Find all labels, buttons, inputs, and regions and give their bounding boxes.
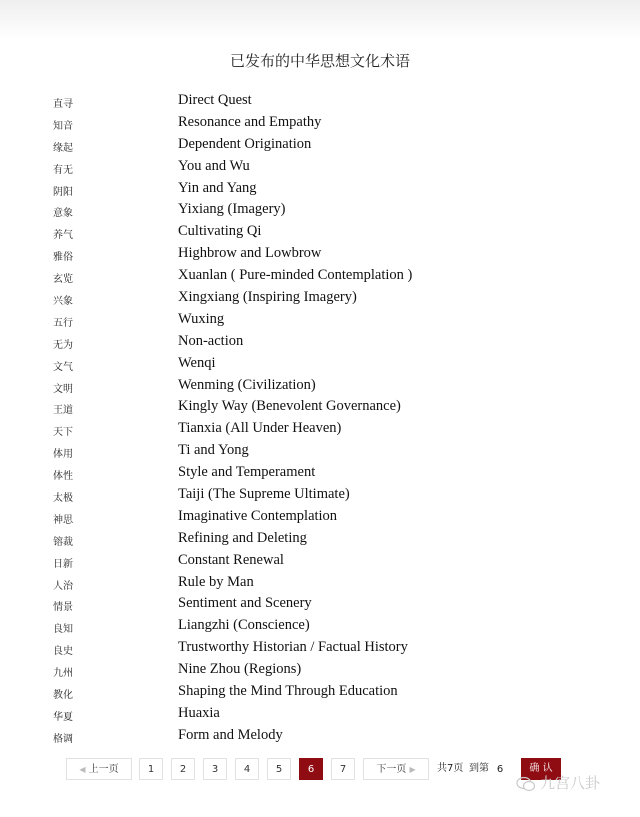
term-english: Huaxia: [178, 704, 220, 721]
confirm-button[interactable]: 确 认: [521, 758, 561, 780]
term-english: Kingly Way (Benevolent Governance): [178, 398, 401, 415]
chevron-right-icon: ▶: [409, 765, 416, 774]
term-chinese: 缘起: [53, 142, 73, 154]
term-row: [0, 617, 640, 639]
prev-page-button[interactable]: [66, 758, 132, 780]
term-row: [0, 552, 640, 574]
term-chinese: 文气: [53, 361, 73, 373]
top-shadow: [0, 0, 640, 40]
term-row: [0, 158, 640, 180]
chevron-left-icon: ◀: [79, 765, 86, 774]
term-english: Non-action: [178, 332, 244, 349]
term-chinese: 阴阳: [53, 186, 73, 198]
term-english: Form and Melody: [178, 726, 283, 743]
term-row: [0, 333, 640, 355]
term-chinese: 镕裁: [53, 536, 73, 548]
term-list: [0, 92, 640, 749]
term-chinese: 养气: [53, 230, 73, 242]
term-row: [0, 355, 640, 377]
term-english: Wuxing: [178, 310, 225, 327]
term-english: Sentiment and Scenery: [178, 595, 312, 612]
term-row: [0, 464, 640, 486]
page-button-5[interactable]: 5: [267, 758, 291, 780]
page-button-7[interactable]: 7: [331, 758, 355, 780]
wechat-icon: [516, 776, 536, 792]
page-button-6-current[interactable]: 6: [299, 758, 323, 780]
term-english: Refining and Deleting: [178, 529, 307, 546]
prev-page-label: 上一页: [88, 764, 119, 775]
term-row: [0, 267, 640, 289]
page-button-2[interactable]: 2: [171, 758, 195, 780]
term-english: Cultivating Qi: [178, 223, 262, 240]
term-row: [0, 398, 640, 420]
term-chinese: 良知: [53, 624, 73, 636]
term-chinese: 直寻: [53, 99, 73, 110]
term-chinese: 玄览: [53, 274, 73, 286]
term-english: Liangzhi (Conscience): [178, 617, 310, 634]
term-english: Ti and Yong: [178, 442, 249, 459]
term-chinese: 体用: [53, 449, 73, 461]
term-row: [0, 442, 640, 464]
term-chinese: 意象: [53, 208, 73, 220]
term-chinese: 天下: [53, 427, 73, 439]
term-english: Trustworthy Historian / Factual History: [178, 639, 408, 656]
term-row: [0, 705, 640, 727]
term-chinese: 雅俗: [53, 252, 73, 264]
term-row: [0, 420, 640, 442]
next-page-button[interactable]: [363, 758, 429, 780]
term-english: Shaping the Mind Through Education: [178, 683, 398, 700]
goto-label: 到第: [469, 763, 489, 774]
term-row: [0, 92, 640, 114]
term-english: Wenming (Civilization): [178, 376, 316, 393]
total-pages-text: 共7页: [437, 763, 464, 774]
watermark-text: 九宫八卦: [540, 774, 601, 792]
term-row: [0, 223, 640, 245]
term-english: Rule by Man: [178, 573, 254, 590]
term-english: You and Wu: [178, 157, 250, 174]
term-chinese: 体性: [53, 471, 73, 483]
page-button-1[interactable]: 1: [139, 758, 163, 780]
term-english: Tianxia (All Under Heaven): [178, 420, 342, 437]
term-english: Xingxiang (Inspiring Imagery): [178, 289, 357, 306]
term-row: [0, 574, 640, 596]
term-row: [0, 114, 640, 136]
term-row: [0, 136, 640, 158]
term-english: Taiji (The Supreme Ultimate): [178, 486, 350, 503]
term-row: [0, 595, 640, 617]
next-page-label: 下一页: [376, 764, 407, 775]
term-row: [0, 377, 640, 399]
term-chinese: 良史: [53, 646, 73, 658]
term-chinese: 日新: [53, 558, 73, 570]
term-row: [0, 661, 640, 683]
page-button-3[interactable]: 3: [203, 758, 227, 780]
term-english: Direct Quest: [178, 92, 252, 108]
term-english: Resonance and Empathy: [178, 113, 322, 130]
term-chinese: 有无: [53, 164, 73, 176]
term-chinese: 文明: [53, 383, 73, 395]
goto-page-input[interactable]: [491, 760, 509, 778]
term-row: [0, 201, 640, 223]
term-row: [0, 727, 640, 749]
term-english: Dependent Origination: [178, 135, 312, 152]
term-chinese: 华夏: [53, 711, 73, 723]
term-chinese: 兴象: [53, 296, 73, 308]
term-row: [0, 180, 640, 202]
term-row: [0, 486, 640, 508]
term-row: [0, 311, 640, 333]
term-english: Constant Renewal: [178, 551, 284, 568]
term-english: Wenqi: [178, 354, 216, 371]
term-english: Nine Zhou (Regions): [178, 661, 302, 678]
term-chinese: 教化: [53, 690, 73, 702]
term-row: [0, 289, 640, 311]
term-row: [0, 508, 640, 530]
term-english: Highbrow and Lowbrow: [178, 245, 322, 262]
term-chinese: 王道: [53, 405, 73, 417]
term-english: Yin and Yang: [178, 179, 257, 196]
term-chinese: 五行: [53, 317, 73, 329]
term-chinese: 知音: [53, 120, 73, 132]
term-chinese: 情景: [53, 602, 73, 614]
term-chinese: 人治: [53, 580, 73, 592]
term-chinese: 神思: [53, 514, 73, 526]
term-row: [0, 683, 640, 705]
term-chinese: 太极: [53, 493, 73, 505]
term-english: Style and Temperament: [178, 464, 316, 481]
term-chinese: 九州: [53, 668, 73, 680]
term-row: [0, 245, 640, 267]
term-english: Xuanlan ( Pure-minded Contemplation ): [178, 267, 413, 284]
term-english: Yixiang (Imagery): [178, 201, 286, 218]
term-english: Imaginative Contemplation: [178, 507, 338, 524]
term-chinese: 无为: [53, 339, 73, 351]
page-title: 已发布的中华思想文化术语: [229, 52, 410, 70]
term-row: [0, 530, 640, 552]
page-button-4[interactable]: 4: [235, 758, 259, 780]
term-chinese: 格调: [53, 733, 73, 745]
term-row: [0, 639, 640, 661]
